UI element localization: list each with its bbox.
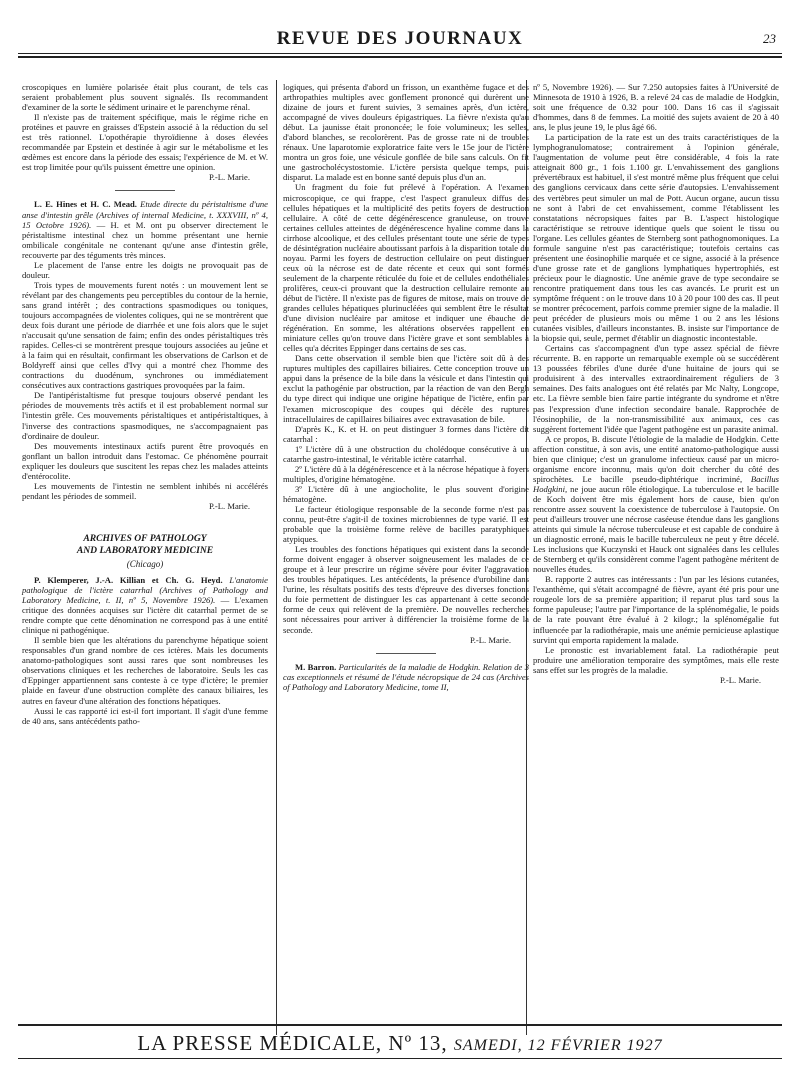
issue-number: Nº 13,	[388, 1031, 448, 1055]
page-header	[18, 28, 782, 50]
issue-date: SAMEDI, 12 FÉVRIER 1927	[453, 1037, 663, 1054]
paragraph: Le facteur étiologique responsable de la seconde forme n'est pas connu, peut-être s'agit-il de toxines microbiennes de type varié. Il est probable que la troisième forme relève de bacilles paratyphiques atypiques.	[283, 503, 529, 545]
header-rule	[18, 53, 782, 54]
list-item: 2º L'ictère dû à la dégénérescence et à la nécrose hépatique à foyers multiples, d'origine hématogène.	[283, 463, 529, 484]
running-title: REVUE DES JOURNAUX	[276, 28, 524, 49]
header-rule-thick	[18, 56, 782, 58]
signature: P.-L. Marie.	[719, 674, 761, 685]
footer-rule	[18, 1024, 782, 1026]
list-item: 3º L'ictère dû à une angiocholite, le plus souvent d'origine hématogène.	[283, 483, 529, 504]
column-2	[283, 82, 529, 692]
paragraph: De l'antipéristaltisme fut presque toujours observé pendant les périodes de mouvements très actifs et il est probablement normal sur l'intestin grêle. Ces mouvements péristaltiques et antipéristaltiques, à l'inverse des contractions spasmodiques, ne s'accompagnaient pas d'ordinaire de douleur.	[22, 390, 268, 441]
journal-title: LA PRESSE MÉDICALE,	[137, 1031, 383, 1055]
article-body: — H. et M. ont pu observer directement le péristaltisme intestinal chez un homme présentant une hernie ombilicale congénitale ne contenant qu'une anse d'intestin grêle, recouverte par des téguments très minces.	[22, 219, 269, 260]
paragraph: Trois types de mouvements furent notés : un mouvement lent se révélant par des changements peu perceptibles du contour de la hernie, sans grand intérêt ; des contractions spasmodiques ou toniques, toujours accompagnées de violentes coliques, qui ne se montrèrent que deux fois durant une période de diarrhée et une fois alors que le sujet n'accusait qu'une sensation de faim; enfin des ondes péristaltiques très rapides. Celles-ci se montrèrent presque toujours associées au jeûne et à la faim qui en résultait, confirmant les observations de Carlson et de Boldyreff ainsi que celles d'Ivy qui a montré chez l'homme des contractions du duodénum, synchrones ou immédiatement consécutives aux contractions gastriques provoquées par la faim.	[22, 279, 268, 391]
signature: P.-L. Marie.	[469, 634, 511, 645]
paragraph: Certains cas s'accompagnent d'un type assez spécial de fièvre récurrente. B. en rapporte un remarquable exemple où se succédèrent 13 poussées fébriles d'une durée d'une huitaine de jours qui se produisirent à des intervalles extraordinairement réguliers de 3 semaines. Des faits analogues ont été relatés par Mc Nalty, Longcope, etc. La fièvre semble bien faire partie intégrante du syndrome et n'être pas l'expression d'une infection secondaire banale. Rapprochée de l'éosinophilie, de la non-transmissibilité aux animaux, ces cas suggèrent fortement l'idée que l'agent pathogène est un parasite animal.	[533, 343, 779, 434]
paragraph: D'après K., K. et H. on peut distinguer 3 formes dans l'ictère dit catarrhal :	[283, 423, 529, 444]
paragraph: Des mouvements intestinaux actifs purent être provoqués en gonflant un ballon introduit dans l'estomac. Ce phénomène pourrait expliquer les douleurs que suscitent les repas chez les malades atteints d'entérocolite.	[22, 440, 268, 481]
article-authors: M. Barron.	[295, 661, 337, 672]
paragraph: croscopiques en lumière polarisée était plus courant, de tels cas seraient probablement plus souvent signalés. Ils recommandent d'examiner de la sorte le sédiment urinaire et le parenchyme rénal.	[22, 82, 268, 113]
footer-rule-bottom	[18, 1058, 782, 1059]
list-item: 1º L'ictère dû à une obstruction du cholédoque consécutive à un catarrhe gastro-intestinal, le véritable ictère catarrhal.	[283, 443, 529, 464]
paragraph: B. rapporte 2 autres cas intéressants : l'un par les lésions cutanées, l'exanthème, qui s'était accompagné de fièvre, ayant été pris pour une rougeole lors de sa première apparition; il reparut plus tard sous la forme papuleuse; l'autre par l'importance de la splénomégalie, le poids de la rate pouvant être évalué à 2 kilogr.; la splénomégalie fut influencée par la radiothérapie, mais une anémie pernicieuse aplastique survint qui emporta rapidement la malade.	[533, 574, 779, 645]
signature: P.-L. Marie.	[208, 500, 250, 511]
journal-city: (Chicago)	[126, 558, 164, 569]
page-footer	[18, 1029, 782, 1059]
paragraph: Un fragment du foie fut prélevé à l'opération. A l'examen microscopique, ce qui frappe, c'est l'aspect granuleux diffus des cellules hépatiques et la multiplicité des petits foyers de destruction cellulaire. A côté de cette dégénérescence granuleuse, on trouve certaines cellules atteintes de dégénérescence hyaline comme dans la cirrhose alcoolique, et des cellules présentant toute une série de types de désintégration nucléaire aboutissant parfois à la disparition totale du noyau. Parmi les foyers de destruction cellulaire on peut distinguer ceux où la nécrose est de date récente et ceux qui sont formés seulement de la charpente réticulée du foie et de cellules endothéliales prolifères, ceux-ci prouvant que la destruction cellulaire remonte au début de l'ictère. Il n'existe pas de figures de mitose, mais on trouve de grandes cellules hépatiques plurinucléées qui semblent être le résultat d'une division nucléaire par amitose et indiquer une ébauche de régénération. En somme, les altérations observées rappellent en miniature celles qu'on trouve dans l'ictère grave et sont semblables à celles qu'a décrites Eppinger dans certains de ses cas.	[283, 182, 529, 354]
column-3	[533, 82, 779, 685]
paragraph: La participation de la rate est un des traits caractéristiques de la lymphogranulomatose; contrairement à l'opinion générale, l'augmentation de volume peut être considérable, 4 fois la rate atteignait 800 gr., 1 fois 1.100 gr. L'envahissement des ganglions prévertébraux est habituel, il s'est montré même plus fréquent que celui des ganglions cervicaux dans cette série d'autopsies. L'envahissement des vertèbres peut simuler un mal de Pott. Aucun organe, aucun tissu ne sont à l'abri de cet envahissement, comme l'établissent les constatations nécropsiques faites par B. L'aspect histologique caractéristique se retrouve identique quels que soient le tissu ou l'organe. Les cellules géantes de Sternberg sont pathognomoniques. La formule sanguine n'est pas caractéristique; toutefois certains cas présentent une éosinophilie marquée et ce signe, associé à la présence d'une grosse rate et de ganglions lymphatiques hypertrophiés, est précieux pour le diagnostic. Une anémie grave de type secondaire se rencontre pratiquement dans tous les cas avancés. Le prurit est un symptôme fréquent : on le trouve dans 10 à 20 pour 100 des cas. Il peut se montrer précocement, parfois comme premier signe de la maladie. Il peut précéder de plusieurs mois ou même 1 ou 2 ans les lésions cutanées visibles, d'ailleurs inconstantes. B. insiste sur l'importance de la biopsie qui, seule, permet d'établir un diagnostic incontestable.	[533, 132, 779, 344]
article-heading	[283, 662, 529, 692]
column-1	[22, 82, 268, 726]
paragraph: nº 5, Novembre 1926). — Sur 7.250 autopsies faites à l'Université de Minnesota de 1910 à 1926, B. a relevé 24 cas de maladie de Hodgkin, soit une fréquence de 0.32 pour 100. Dans 16 cas il s'agissait d'hommes, dans 8 de femmes. La moitié des sujets avaient de 20 à 40 ans, le plus jeune 19, le plus âgé 66.	[533, 82, 779, 133]
article-title: Etude directe du péristaltisme d'une anse d'intestin grêle	[22, 199, 268, 220]
journal-name-line-1: ARCHIVES OF PATHOLOGY	[83, 532, 207, 544]
article-body: — L'examen critique des données acquises sur l'ictère dit catarrhal permet de se rendre compte que cette dénomination ne correspond pas à une entité clinique ni pathogénique.	[22, 595, 268, 636]
article-heading	[22, 199, 268, 259]
paragraph-text: A ce propos, B. discute l'étiologie de la maladie de Hodgkin. Cette affection constitue, à son avis, une entité anatomo-pathologique aussi bien que clinique; c'est un granulome infectieux causé par un micro-organisme encore inconnu, mais qu'on doit chercher du côté des spirochètes. Le bacille pseudo-diphtérique incriminé,	[533, 433, 779, 484]
article-reference: (Archives of Pathology and Laboratory Medicine, tome II,	[283, 671, 529, 692]
page-number: 23	[763, 31, 776, 46]
separator-rule	[115, 190, 175, 191]
separator-rule	[376, 653, 436, 654]
paragraph: Le pronostic est invariablement fatal. La radiothérapie peut produire une amélioration temporaire des symptômes, mais elle reste sans effet sur les progrès de la maladie.	[533, 644, 779, 675]
paragraph: Aussi le cas rapporté ici est-il fort important. Il s'agit d'une femme de 40 ans, sans antécédents patho-	[22, 705, 268, 726]
article-reference: (Archives of internal Medicine, t. XXXVIII, nº 4, 15 Octobre 1926).	[22, 209, 268, 230]
journal-name-line-2: AND LABORATORY MEDICINE	[76, 544, 214, 556]
paragraph: Les mouvements de l'intestin ne semblent inhibés ni accélérés pendant les périodes de sommeil.	[22, 480, 268, 501]
paragraph-text: ne joue aucun rôle étiologique. La tuberculose et le bacille de Koch doivent être mis également hors de cause, bien qu'on rencontre assez souvent la coexistence de tuberculose à l'autopsie. On peut d'ailleurs trouver une nécrose caséeuse étendue dans les ganglions atteints qui simule la nécrose tuberculeuse et est capable de conduire à un diagnostic erroné, mais le bacille tuberculeux ne peut y être décelé. Les inclusions que Kuczynski et Hauck ont signalées dans les cellules de Sternberg et qu'ils considèrent comme l'agent pathogène méritent de nouvelles études.	[533, 483, 779, 575]
paragraph: Les troubles des fonctions hépatiques qui existent dans la seconde forme doivent engager à observer soigneusement les malades de ce groupe et à leur prescrire un régime sévère pour éviter l'aggravation des troubles hépatiques. Les antécédents, la présence d'urobiline dans l'urine, les résultats positifs des tests d'épreuve des diverses fonctions du foie permettent de distinguer les cas appartenant à cette seconde forme de ceux qui relèvent de la première. De nouvelles recherches sont nécessaires pour arriver à différencier la troisième forme de la seconde.	[283, 544, 529, 635]
article-title: L'anatomie pathologique de l'ictère catarrhal	[22, 574, 268, 596]
journal-name	[22, 533, 268, 557]
article-reference: (Archives of Pathology and Laboratory Medicine, t. II, nº 5, Novembre 1926).	[22, 585, 268, 606]
paragraph: Dans cette observation il semble bien que l'ictère soit dû à des ruptures multiples des capillaires biliaires. Cette conception trouve un appui dans la présence de la bile dans la vésicule et dans l'intestin qui exclut la pathogénie par obstruction, par la réaction de van den Bergh du type direct qui indique une origine hépatique de l'ictère, enfin par l'examen microscopique des coupes qui décèle des ruptures intracellulaires de capillaires biliaires avec extravasation de bile.	[283, 353, 529, 424]
footer-text	[18, 1031, 782, 1056]
paragraph: Il semble bien que les altérations du parenchyme hépatique soient responsables d'un grand nombre de ces ictères. Mais les documents anatomo-pathologiques sont aussi rares que sont nombreuses les observations cliniques et les recherches de laboratoire. Seuls les cas d'Eppinger appartiennent sans conteste à ce type d'ictère; le premier plaide en faveur d'une obstruction complète des canaux biliaires, les autres en faveur d'une altération des fonctions hépatiques.	[22, 635, 268, 706]
paragraph: Le placement de l'anse entre les doigts ne provoquait pas de douleur.	[22, 259, 268, 280]
column-divider-1	[276, 80, 277, 1035]
paragraph: Il n'existe pas de traitement spécifique, mais le régime riche en protéines et pauvre en graisses d'Epstein associé à la réduction du sel est très rationnel. L'opothérapie thyroïdienne à doses élevées recommandée par Epstein et destinée à agir sur le métabolisme et les œdèmes est encore dans la période des essais; l'expérience de M. et W. est trop limitée pour qu'ils puissent émettre une opinion.	[22, 112, 268, 173]
paragraph: logiques, qui présenta d'abord un frisson, un exanthème fugace et des arthropathies multiples avec gonflement prononcé qui durèrent une dizaine de jours et furent suivies, 3 semaines après, d'un ictère, accompagné de vives douleurs épigastriques. La fièvre n'exista qu'au début. La jaunisse était prononcée; le foie volumineux; les selles, d'abord blanches, se recolorèrent. Pas de grosse rate ni de troubles rénaux. Une laparotomie exploratrice faite vers le 15e jour de l'ictère montra un gros foie, une vésicule gonflée de bile sans calculs. On fit une gastrocholécystostomie. L'ictère persista quelque temps, puis disparut. La malade est en bonne santé depuis plus d'un an.	[283, 82, 529, 183]
signature: P.-L. Marie.	[208, 172, 250, 183]
article-title: Particularités de la maladie de Hodgkin. Relation de 3 cas exceptionnels et résumé de l'étude nécropsique de 24 cas	[283, 661, 529, 682]
article-heading	[22, 575, 268, 635]
article-authors: P. Klemperer, J.-A. Killian et Ch. G. Heyd.	[34, 574, 223, 585]
paragraph	[533, 434, 779, 575]
bacillus-name: Bacillus Hodgkini,	[533, 473, 779, 494]
article-authors: L. E. Hines et H. C. Mead.	[34, 199, 137, 210]
